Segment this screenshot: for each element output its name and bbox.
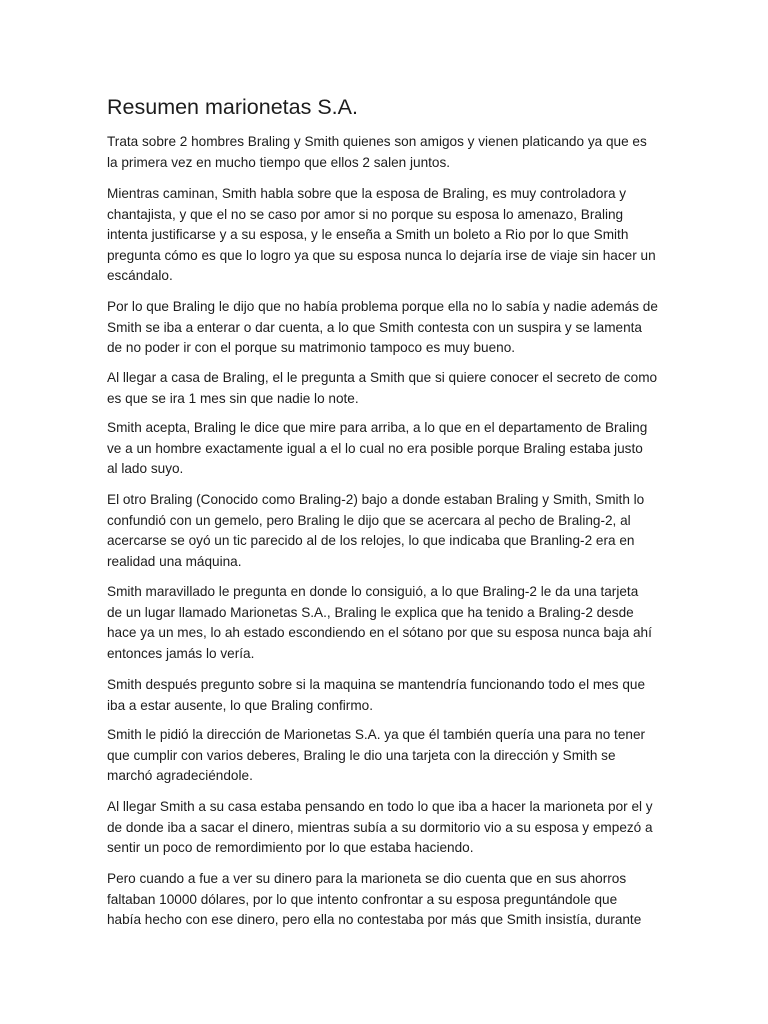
paragraph bbox=[107, 675, 645, 716]
paragraph-line: Al llegar a casa de Braling, el le pregunta a Smith que si quiere conocer el secreto de como bbox=[107, 370, 658, 385]
paragraph bbox=[107, 490, 644, 572]
paragraph-line: de donde iba a sacar el dinero, mientras subía a su dormitorio vio a su esposa y empezó a bbox=[107, 819, 653, 835]
paragraph-line: Smith le pidió la dirección de Marionetas S.A. ya que él también quería una para no tener bbox=[107, 727, 646, 742]
paragraph bbox=[107, 297, 658, 359]
paragraph bbox=[107, 869, 641, 931]
document-title: Resumen marionetas S.A. bbox=[107, 95, 358, 119]
paragraph-line: pregunta cómo es que lo logro ya que su esposa nunca lo dejaría irse de viaje sin hacer un bbox=[107, 247, 656, 263]
paragraph bbox=[107, 184, 656, 287]
paragraph-line: acercarse se oyó un tic parecido al de los relojes, lo que indicaba que Branling-2 era en bbox=[107, 533, 635, 549]
paragraph-line: de no poder ir con el porque su matrimonio tampoco es muy bueno. bbox=[107, 340, 516, 356]
paragraph-line: es que se ira 1 mes sin que nadie lo note. bbox=[107, 390, 359, 406]
paragraph-line: al lado suyo. bbox=[107, 461, 184, 477]
paragraph-line: Smith se iba a enterar o dar cuenta, a lo que Smith contesta con un suspira y se lamenta bbox=[107, 319, 642, 335]
paragraph bbox=[107, 368, 657, 409]
paragraph-line: la primera vez en mucho tiempo que ellos 2 salen juntos. bbox=[107, 154, 451, 170]
paragraph-line: confundió con un gemelo, pero Braling le dijo que se acercara al pecho de Braling-2, al bbox=[107, 512, 631, 528]
paragraph-line: chantajista, y que el no se caso por amor si no porque su esposa lo amenazo, Braling bbox=[107, 206, 624, 222]
paragraph-line: intenta justificarse y a su esposa, y le enseña a Smith un boleto a Rio por lo que Smith bbox=[107, 227, 629, 243]
paragraph-line: marchó agradeciéndole. bbox=[107, 768, 253, 784]
paragraph-line: que cumplir con varios deberes, Braling le dio una tarjeta con la dirección y Smith se bbox=[107, 747, 616, 763]
paragraph-line: realidad una máquina. bbox=[107, 553, 242, 569]
paragraph-line: sentir un poco de remordimiento por lo que estaba haciendo. bbox=[107, 840, 474, 856]
paragraph-line: Smith después pregunto sobre si la maquina se mantendría funcionando todo el mes que bbox=[107, 677, 646, 692]
paragraph-line: Pero cuando a fue a ver su dinero para la marioneta se dio cuenta que en sus ahorros bbox=[107, 871, 627, 886]
paragraph bbox=[107, 132, 647, 173]
paragraph-line: entonces jamás lo vería. bbox=[107, 645, 255, 661]
paragraph-line: había hecho con ese dinero, pero ella no contestaba por más que Smith insistía, durante bbox=[107, 912, 642, 928]
paragraph-line: Mientras caminan, Smith habla sobre que la esposa de Braling, es muy controladora y bbox=[107, 186, 627, 201]
paragraph-line: hace ya un mes, lo ah estado escondiendo en el sótano por que su esposa nunca baja ahí bbox=[107, 625, 652, 641]
paragraph-line: ve a un hombre exactamente igual a el lo cual no era posible porque Braling estaba justo bbox=[107, 440, 643, 456]
paragraph bbox=[107, 797, 653, 859]
paragraph-line: Por lo que Braling le dijo que no había problema porque ella no lo sabía y nadie además de bbox=[107, 299, 658, 314]
paragraph-line: Al llegar Smith a su casa estaba pensando en todo lo que iba a hacer la marioneta por el y bbox=[107, 799, 653, 814]
paragraph-line: Trata sobre 2 hombres Braling y Smith quienes son amigos y vienen platicando ya que es bbox=[107, 134, 647, 149]
paragraph bbox=[107, 418, 647, 480]
paragraph-line: de un lugar llamado Marionetas S.A., Braling le explica que ha tenido a Braling-2 desde bbox=[107, 604, 634, 620]
paragraph-line: Smith maravillado le pregunta en donde lo consiguió, a lo que Braling-2 le da una tarjeta bbox=[107, 584, 639, 599]
paragraph-line: escándalo. bbox=[107, 268, 173, 284]
paragraph bbox=[107, 725, 645, 787]
paragraph-line: Smith acepta, Braling le dice que mire para arriba, a lo que en el departamento de Braling bbox=[107, 420, 648, 435]
paragraph-line: El otro Braling (Conocido como Braling-2) bajo a donde estaban Braling y Smith, Smith lo bbox=[107, 492, 645, 507]
paragraph-line: faltaban 10000 dólares, por lo que intento confrontar a su esposa preguntándole que bbox=[107, 891, 618, 907]
paragraph-line: iba a estar ausente, lo que Braling confirmo. bbox=[107, 697, 373, 713]
paragraph bbox=[107, 582, 652, 664]
